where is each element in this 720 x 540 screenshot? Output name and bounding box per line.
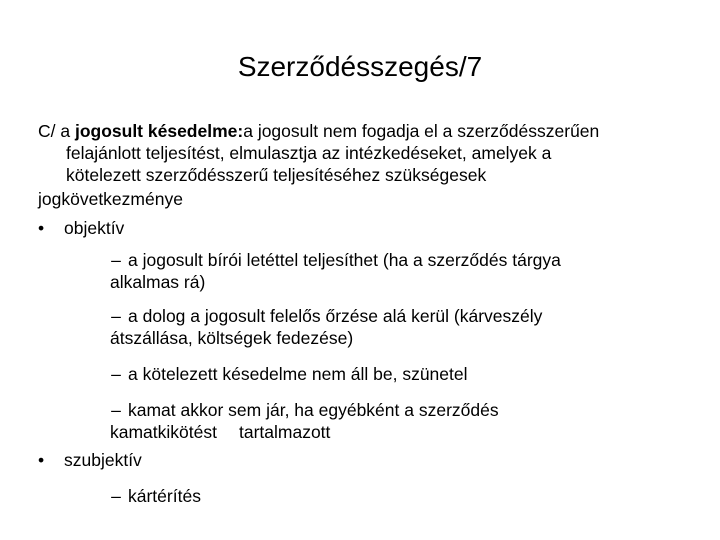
objective-item-1-line2: alkalmas rá) bbox=[110, 272, 206, 292]
objective-item-3 bbox=[110, 363, 670, 385]
objective-item-2 bbox=[110, 305, 670, 349]
bullet-objective-label: objektív bbox=[64, 218, 125, 238]
objective-item-2-line1: a dolog a jogosult felelős őrzése alá kerül (kárveszély bbox=[128, 306, 543, 326]
subjective-item-1 bbox=[110, 485, 670, 507]
slide-title: Szerződésszegés/7 bbox=[237, 51, 483, 82]
bullet-dot: • bbox=[38, 218, 45, 238]
dash-marker: – bbox=[111, 306, 121, 326]
objective-item-4-line2a: kamatkikötést bbox=[110, 422, 217, 442]
intro-prefix: C/ a bbox=[38, 121, 75, 141]
objective-item-4 bbox=[110, 399, 670, 443]
bullet-subjective bbox=[38, 449, 708, 471]
dash-marker: – bbox=[111, 486, 121, 506]
intro-rest-line2: felajánlott teljesítést, elmulasztja az intézkedéseket, amelyek a bbox=[66, 143, 552, 163]
objective-item-1-line1: a jogosult bírói letéttel teljesíthet (ha a szerződés tárgya bbox=[128, 250, 561, 270]
consequence-heading: jogkövetkezménye bbox=[38, 189, 183, 209]
objective-item-4-line2b: tartalmazott bbox=[238, 422, 331, 442]
objective-item-4-line2 bbox=[110, 421, 670, 443]
intro-rest-line1: a jogosult nem fogadja el a szerződésszerűen bbox=[243, 121, 600, 141]
dash-marker: – bbox=[111, 364, 121, 384]
intro-paragraph bbox=[38, 120, 708, 186]
intro-rest-line3: kötelezett szerződésszerű teljesítéséhez szükségesek bbox=[66, 165, 487, 185]
intro-bold-term: jogosult késedelme: bbox=[74, 121, 244, 141]
dash-marker: – bbox=[111, 400, 121, 420]
bullet-dot: • bbox=[38, 450, 45, 470]
objective-item-3-line1: a kötelezett késedelme nem áll be, szünetel bbox=[128, 364, 468, 384]
objective-item-1 bbox=[110, 249, 670, 293]
bullet-subjective-label: szubjektív bbox=[64, 450, 142, 470]
dash-marker: – bbox=[111, 250, 121, 270]
subjective-item-1-line1: kártérítés bbox=[128, 486, 201, 506]
slide-body bbox=[38, 120, 708, 507]
objective-item-4-line1: kamat akkor sem jár, ha egyébként a szerződés bbox=[128, 400, 499, 420]
objective-item-2-line2: átszállása, költségek fedezése) bbox=[110, 328, 354, 348]
bullet-objective bbox=[38, 217, 708, 239]
